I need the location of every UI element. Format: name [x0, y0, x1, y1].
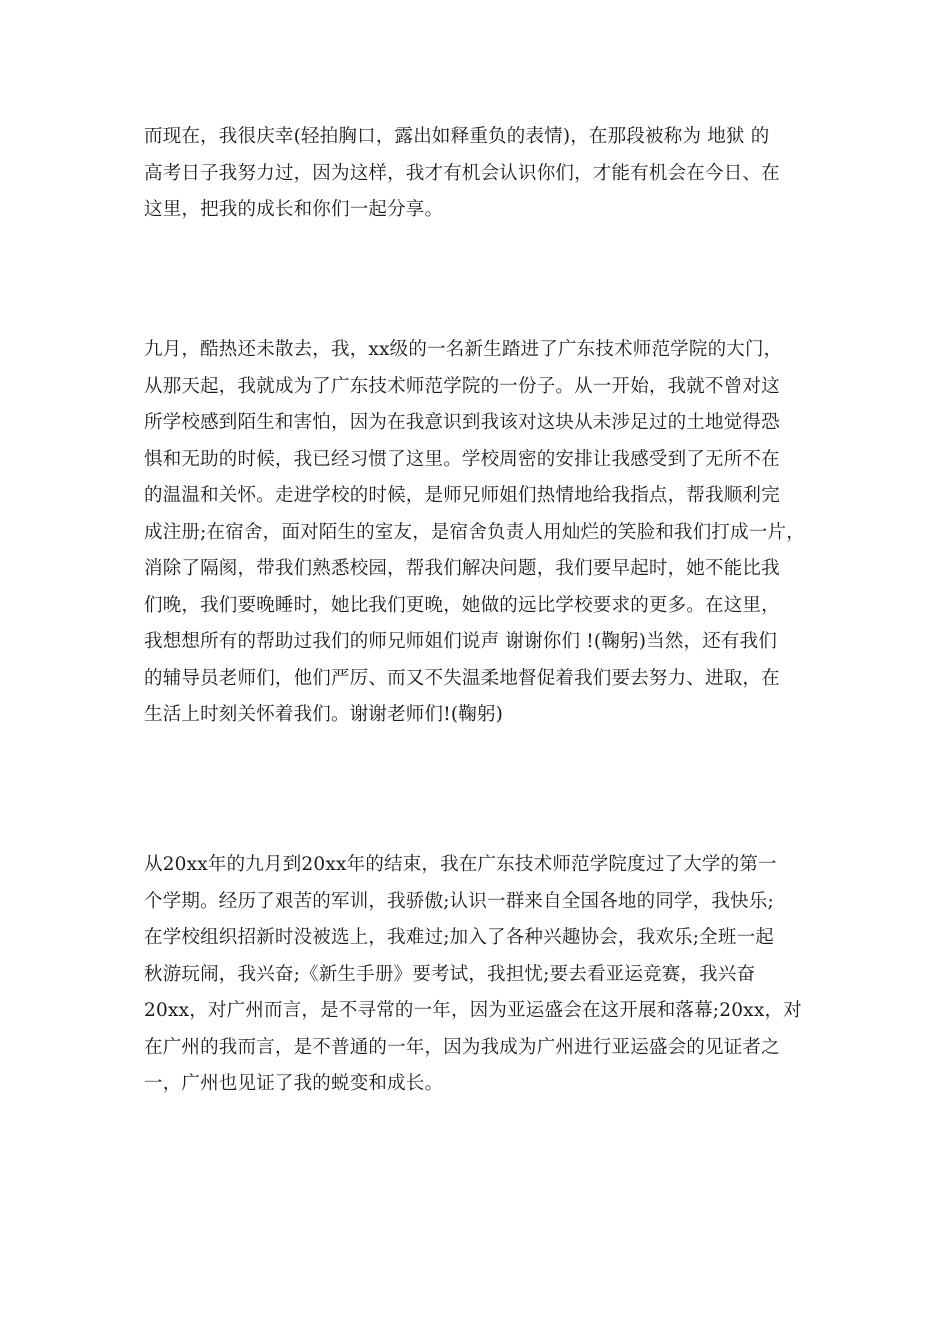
paragraph-line: 这里，把我的成长和你们一起分享。: [144, 199, 444, 220]
paragraph-line: 所学校感到陌生和害怕，因为在我意识到我该对这块从未涉足过的土地觉得恐: [144, 412, 780, 433]
paragraph-line: 从20xx年的九月到20xx年的结束，我在广东技术师范学院度过了大学的第一: [144, 854, 777, 875]
paragraph-line: 而现在，我很庆幸(轻拍胸口，露出如释重负的表情)，在那段被称为 地狱 的: [144, 126, 770, 147]
paragraph-line: 消除了隔阂，带我们熟悉校园，帮我们解决问题，我们要早起时，她不能比我: [144, 558, 780, 579]
paragraph-line: 在学校组织招新时没被选上，我难过;加入了各种兴趣协会，我欢乐;全班一起: [144, 927, 774, 948]
paragraph-line: 从那天起，我就成为了广东技术师范学院的一份子。从一开始，我就不曾对这: [144, 375, 780, 397]
paragraph-line: 的辅导员老师们，他们严厉、而又不失温柔地督促着我们要去努力、进取，在: [144, 667, 780, 689]
paragraph-line: 秋游玩闹，我兴奋;《新生手册》要考试，我担忧;要去看亚运竞赛，我兴奋: [144, 963, 756, 985]
paragraph-line: 一，广州也见证了我的蜕变和成长。: [144, 1073, 444, 1094]
paragraph-1: [144, 119, 824, 229]
paragraph-line: 的温温和关怀。走进学校的时候，是师兄师姐们热情地给我指点，帮我顺利完: [144, 485, 780, 506]
paragraph-line: 个学期。经历了艰苦的军训，我骄傲;认识一群来自全国各地的同学，我快乐;: [144, 890, 774, 912]
paragraph-line: 20xx，对广州而言，是不寻常的一年，因为亚运盛会在这开展和落幕;20xx，对: [144, 1000, 802, 1021]
paragraph-line: 惧和无助的时候，我已经习惯了这里。学校周密的安排让我感受到了无所不在: [144, 448, 780, 470]
paragraph-3: [144, 847, 824, 1103]
paragraph-line: 我想想所有的帮助过我们的师兄师姐们说声 谢谢你们 !(鞠躬)当然，还有我们: [144, 631, 778, 652]
paragraph-2: [144, 332, 824, 734]
paragraph-line: 成注册;在宿舍，面对陌生的室友，是宿舍负责人用灿烂的笑脸和我们打成一片，: [144, 521, 805, 543]
paragraph-line: 九月，酷热还未散去，我，xx级的一名新生踏进了广东技术师范学院的大门，: [144, 339, 783, 360]
paragraph-line: 在广州的我而言，是不普通的一年，因为我成为广州进行亚运盛会的见证者之: [144, 1036, 780, 1058]
paragraph-line: 生活上时刻关怀着我们。谢谢老师们!(鞠躬): [144, 704, 504, 725]
paragraph-line: 高考日子我努力过，因为这样，我才有机会认识你们，才能有机会在今日、在: [144, 162, 780, 184]
paragraph-line: 们晚，我们要晚睡时，她比我们更晚，她做的远比学校要求的更多。在这里，: [144, 594, 780, 616]
